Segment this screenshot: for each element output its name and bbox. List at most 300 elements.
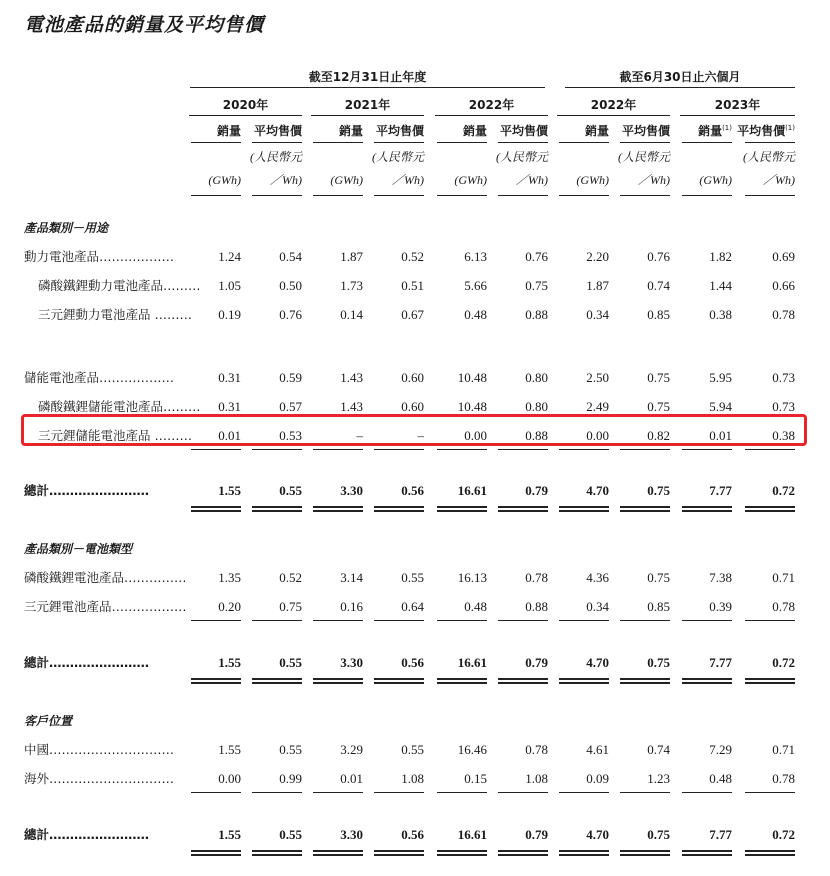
value-cell: 0.34 [586,307,609,322]
unit-underline [682,195,732,196]
unit-price-line1: (人民幣元 [743,150,795,164]
col-header-price [240,122,302,139]
value-cell: 0.78 [772,599,795,614]
total-double-line [437,850,487,852]
total-double-line [498,682,548,684]
total-double-line [313,678,363,680]
total-double-line [437,678,487,680]
total-double-line [437,682,487,684]
total-double-line [374,854,424,856]
unit-underline [559,195,609,196]
value-cell: 0.82 [647,428,670,443]
value-cell: 0.85 [647,599,670,614]
total-cell: 0.72 [772,655,795,670]
col-header-price [608,122,670,139]
subtotal-line [498,620,548,621]
col-header-text: 平均售價 [621,124,670,138]
total-cell: 0.75 [647,827,670,842]
value-cell: 10.48 [457,370,487,385]
value-cell: 7.29 [709,742,732,757]
total-double-line [498,506,548,508]
unit-price-line1: (人民幣元 [496,150,548,164]
value-cell: 0.59 [279,370,302,385]
footnote-marker: (1) [785,124,795,132]
total-cell: 1.55 [218,483,241,498]
total-double-line [682,682,732,684]
subtotal-line [498,449,548,450]
value-cell: 0.78 [525,570,548,585]
value-cell: 0.78 [525,742,548,757]
subtotal-line [559,620,609,621]
total-cell: 16.61 [457,655,487,670]
section-title: 產品類別－用途 [24,221,109,235]
unit-underline [313,195,363,196]
value-cell: 0.00 [586,428,609,443]
value-cell: 0.55 [279,742,302,757]
year-header: 2022年 [468,98,515,112]
value-cell: 10.48 [457,399,487,414]
col-header-text: 平均售價 [253,124,302,138]
value-cell: 0.48 [464,307,487,322]
unit-volume: (GWh) [330,173,363,187]
year-underline [435,115,548,116]
total-double-line [620,506,670,508]
value-cell: 2.49 [586,399,609,414]
total-double-line [252,682,302,684]
row-label: 磷酸鐵鋰電池產品…………… [24,570,187,585]
value-cell: 0.15 [464,771,487,786]
col-header-volume [670,122,732,139]
value-cell: 16.46 [457,742,487,757]
total-double-line [313,854,363,856]
value-cell: – [417,428,424,443]
col-header-underline [252,142,302,143]
col-header-text: 平均售價 [499,124,548,138]
total-double-line [191,506,241,508]
unit-price-line2: ／Wh) [270,173,302,187]
value-cell: 1.08 [525,771,548,786]
value-cell: 5.66 [464,278,487,293]
total-double-line [252,678,302,680]
total-double-line [498,510,548,512]
value-cell: 1.05 [218,278,241,293]
value-cell: 7.38 [709,570,732,585]
col-header-underline [682,142,732,143]
total-cell: 16.61 [457,827,487,842]
row-label: 中國………………………… [24,742,175,757]
total-double-line [682,850,732,852]
unit-volume: (GWh) [576,173,609,187]
value-cell: 0.16 [340,599,363,614]
total-double-line [620,682,670,684]
total-double-line [559,850,609,852]
value-cell: 4.61 [586,742,609,757]
total-double-line [498,854,548,856]
total-cell: 0.56 [401,827,424,842]
total-double-line [559,678,609,680]
value-cell: 0.75 [647,370,670,385]
col-header-underline [313,142,363,143]
subtotal-line [374,449,424,450]
row-label: 動力電池產品……………… [24,249,175,264]
value-cell: 0.48 [464,599,487,614]
unit-price-line2: ／Wh) [763,173,795,187]
total-double-line [745,850,795,852]
row-label: 三元鋰電池產品……………… [24,599,187,614]
value-cell: 0.75 [525,278,548,293]
total-cell: 3.30 [340,827,363,842]
value-cell: 1.87 [586,278,609,293]
unit-underline [191,195,241,196]
value-cell: 0.54 [279,249,302,264]
total-double-line [374,510,424,512]
total-cell: 1.55 [218,655,241,670]
col-header-underline [498,142,548,143]
col-header-text: 銷量 [338,124,363,138]
total-cell: 0.55 [279,483,302,498]
value-cell: 0.52 [279,570,302,585]
total-cell: 4.70 [586,483,609,498]
subtotal-line [559,449,609,450]
value-cell: 1.43 [340,399,363,414]
subtotal-line [559,792,609,793]
col-header-volume [547,122,609,139]
col-header-underline [620,142,670,143]
header-group-full-year: 截至12月31日止年度 [308,70,427,84]
value-cell: 0.64 [401,599,424,614]
col-header-underline [559,142,609,143]
total-double-line [191,682,241,684]
value-cell: 0.38 [709,307,732,322]
subtotal-line [437,792,487,793]
total-double-line [745,682,795,684]
total-cell: 0.56 [401,655,424,670]
col-header-text: 銷量 [698,124,723,138]
value-cell: 0.60 [401,370,424,385]
value-cell: 1.23 [647,771,670,786]
value-cell: 0.55 [401,742,424,757]
total-double-line [252,850,302,852]
subtotal-line [620,449,670,450]
total-double-line [620,678,670,680]
value-cell: 2.20 [586,249,609,264]
value-cell: 0.75 [647,570,670,585]
value-cell: 0.74 [647,278,670,293]
total-cell: 0.79 [525,827,548,842]
value-cell: 16.13 [457,570,487,585]
value-cell: 0.80 [525,399,548,414]
value-cell: 0.39 [709,599,732,614]
col-header-underline [374,142,424,143]
total-double-line [682,678,732,680]
subtotal-line [191,792,241,793]
value-cell: 0.51 [401,278,424,293]
col-header-underline [191,142,241,143]
subtotal-line [620,792,670,793]
unit-volume: (GWh) [454,173,487,187]
value-cell: 0.88 [525,599,548,614]
value-cell: 0.34 [586,599,609,614]
total-double-line [313,506,363,508]
total-cell: 4.70 [586,827,609,842]
value-cell: 0.75 [647,399,670,414]
total-cell: 0.79 [525,655,548,670]
col-header-price [733,122,795,139]
value-cell: 0.66 [772,278,795,293]
value-cell: 1.08 [401,771,424,786]
value-cell: 5.94 [709,399,732,414]
year-header: 2021年 [344,98,391,112]
value-cell: 0.38 [772,428,795,443]
subtotal-line [620,620,670,621]
value-cell: 1.82 [709,249,732,264]
col-header-text: 銷量 [584,124,609,138]
total-cell: 7.77 [709,827,732,842]
subtotal-line [374,620,424,621]
value-cell: 0.67 [401,307,424,322]
total-cell: 4.70 [586,655,609,670]
total-double-line [745,506,795,508]
section-title: 客戶位置 [24,714,73,728]
value-cell: 0.78 [772,771,795,786]
value-cell: 0.20 [218,599,241,614]
unit-underline [745,195,795,196]
page-title: 電池產品的銷量及平均售價 [24,14,265,36]
total-double-line [437,510,487,512]
value-cell: 0.31 [218,399,241,414]
total-cell: 16.61 [457,483,487,498]
total-cell: 0.75 [647,483,670,498]
col-header-text: 平均售價 [375,124,424,138]
col-header-volume [301,122,363,139]
year-header: 2022年 [590,98,637,112]
value-cell: 0.55 [401,570,424,585]
value-cell: 0.73 [772,399,795,414]
value-cell: 0.75 [279,599,302,614]
year-underline [189,115,302,116]
subtotal-line [191,620,241,621]
value-cell: 0.76 [647,249,670,264]
unit-underline [620,195,670,196]
total-cell: 7.77 [709,655,732,670]
unit-price-line2: ／Wh) [638,173,670,187]
value-cell: 0.52 [401,249,424,264]
value-cell: 0.48 [709,771,732,786]
unit-price-line1: (人民幣元 [250,150,302,164]
subtotal-line [682,449,732,450]
row-label: 磷酸鐵鋰儲能電池產品……… [38,399,201,414]
value-cell: 2.50 [586,370,609,385]
total-double-line [682,510,732,512]
value-cell: 0.31 [218,370,241,385]
value-cell: 1.35 [218,570,241,585]
value-cell: – [356,428,363,443]
year-header: 2023年 [714,98,761,112]
total-cell: 7.77 [709,483,732,498]
unit-volume: (GWh) [699,173,732,187]
subtotal-line [682,792,732,793]
total-cell: 3.30 [340,483,363,498]
value-cell: 0.88 [525,428,548,443]
total-double-line [252,854,302,856]
total-double-line [437,506,487,508]
value-cell: 0.00 [464,428,487,443]
value-cell: 1.73 [340,278,363,293]
value-cell: 0.60 [401,399,424,414]
unit-price-line1: (人民幣元 [618,150,670,164]
unit-underline [252,195,302,196]
total-cell: 0.79 [525,483,548,498]
total-double-line [559,510,609,512]
value-cell: 1.43 [340,370,363,385]
value-cell: 0.01 [709,428,732,443]
total-double-line [252,510,302,512]
total-double-line [498,678,548,680]
total-double-line [559,854,609,856]
unit-price-line1: (人民幣元 [372,150,424,164]
unit-price-line2: ／Wh) [392,173,424,187]
value-cell: 0.53 [279,428,302,443]
total-cell: 0.56 [401,483,424,498]
total-cell: 0.55 [279,655,302,670]
value-cell: 0.00 [218,771,241,786]
col-header-text: 銷量 [216,124,241,138]
value-cell: 0.19 [218,307,241,322]
total-double-line [313,510,363,512]
subtotal-line [313,620,363,621]
total-double-line [559,682,609,684]
value-cell: 0.14 [340,307,363,322]
subtotal-line [374,792,424,793]
row-label: 三元鋰動力電池產品 ……… [38,307,192,322]
value-cell: 0.85 [647,307,670,322]
value-cell: 3.29 [340,742,363,757]
value-cell: 0.57 [279,399,302,414]
col-header-price [362,122,424,139]
subtotal-line [252,620,302,621]
value-cell: 1.44 [709,278,732,293]
value-cell: 0.73 [772,370,795,385]
value-cell: 4.36 [586,570,609,585]
value-cell: 6.13 [464,249,487,264]
row-label: 儲能電池產品……………… [24,370,175,385]
total-double-line [498,850,548,852]
row-label: 磷酸鐵鋰動力電池產品……… [38,278,201,293]
subtotal-line [313,792,363,793]
col-header-underline [437,142,487,143]
subtotal-line [313,449,363,450]
subtotal-line [682,620,732,621]
total-double-line [191,850,241,852]
year-underline [680,115,795,116]
value-cell: 0.74 [647,742,670,757]
value-cell: 0.78 [772,307,795,322]
subtotal-line [252,449,302,450]
total-cell: 0.55 [279,827,302,842]
total-double-line [252,506,302,508]
total-row-label: 總計…………………… [24,655,150,670]
subtotal-line [745,792,795,793]
value-cell: 0.88 [525,307,548,322]
col-header-underline [745,142,795,143]
value-cell: 0.01 [218,428,241,443]
value-cell: 0.69 [772,249,795,264]
unit-volume: (GWh) [208,173,241,187]
subtotal-line [191,449,241,450]
value-cell: 1.55 [218,742,241,757]
value-cell: 1.87 [340,249,363,264]
total-double-line [620,510,670,512]
value-cell: 0.76 [279,307,302,322]
value-cell: 0.99 [279,771,302,786]
year-underline [311,115,424,116]
total-cell: 0.75 [647,655,670,670]
subtotal-line [437,620,487,621]
col-header-text: 平均售價 [737,124,786,138]
row-label: 海外………………………… [24,771,175,786]
total-double-line [682,854,732,856]
subtotal-line [498,792,548,793]
total-double-line [745,678,795,680]
section-title: 產品類別－電池類型 [24,542,133,556]
subtotal-line [437,449,487,450]
value-cell: 0.71 [772,570,795,585]
total-double-line [437,854,487,856]
total-double-line [745,510,795,512]
unit-price-line2: ／Wh) [516,173,548,187]
value-cell: 1.24 [218,249,241,264]
unit-underline [437,195,487,196]
total-double-line [620,854,670,856]
value-cell: 0.80 [525,370,548,385]
col-header-price [486,122,548,139]
total-double-line [620,850,670,852]
unit-underline [374,195,424,196]
col-header-volume [179,122,241,139]
value-cell: 0.50 [279,278,302,293]
value-cell: 3.14 [340,570,363,585]
total-double-line [191,854,241,856]
total-double-line [374,506,424,508]
value-cell: 0.71 [772,742,795,757]
total-cell: 3.30 [340,655,363,670]
year-header: 2020年 [222,98,269,112]
col-header-text: 銷量 [462,124,487,138]
total-double-line [191,678,241,680]
total-cell: 0.72 [772,827,795,842]
total-row-label: 總計…………………… [24,827,150,842]
value-cell: 0.76 [525,249,548,264]
total-double-line [191,510,241,512]
unit-underline [498,195,548,196]
total-double-line [682,506,732,508]
total-double-line [559,506,609,508]
value-cell: 0.09 [586,771,609,786]
total-double-line [374,678,424,680]
subtotal-line [745,620,795,621]
subtotal-line [252,792,302,793]
value-cell: 0.01 [340,771,363,786]
row-label: 三元鋰儲能電池產品 ……… [38,428,192,443]
year-underline [557,115,670,116]
total-double-line [374,850,424,852]
footnote-marker: (1) [722,124,732,132]
subtotal-line [745,449,795,450]
col-header-volume [425,122,487,139]
total-double-line [313,850,363,852]
header-group-half-year: 截至6月30日止六個月 [619,70,741,84]
total-double-line [313,682,363,684]
